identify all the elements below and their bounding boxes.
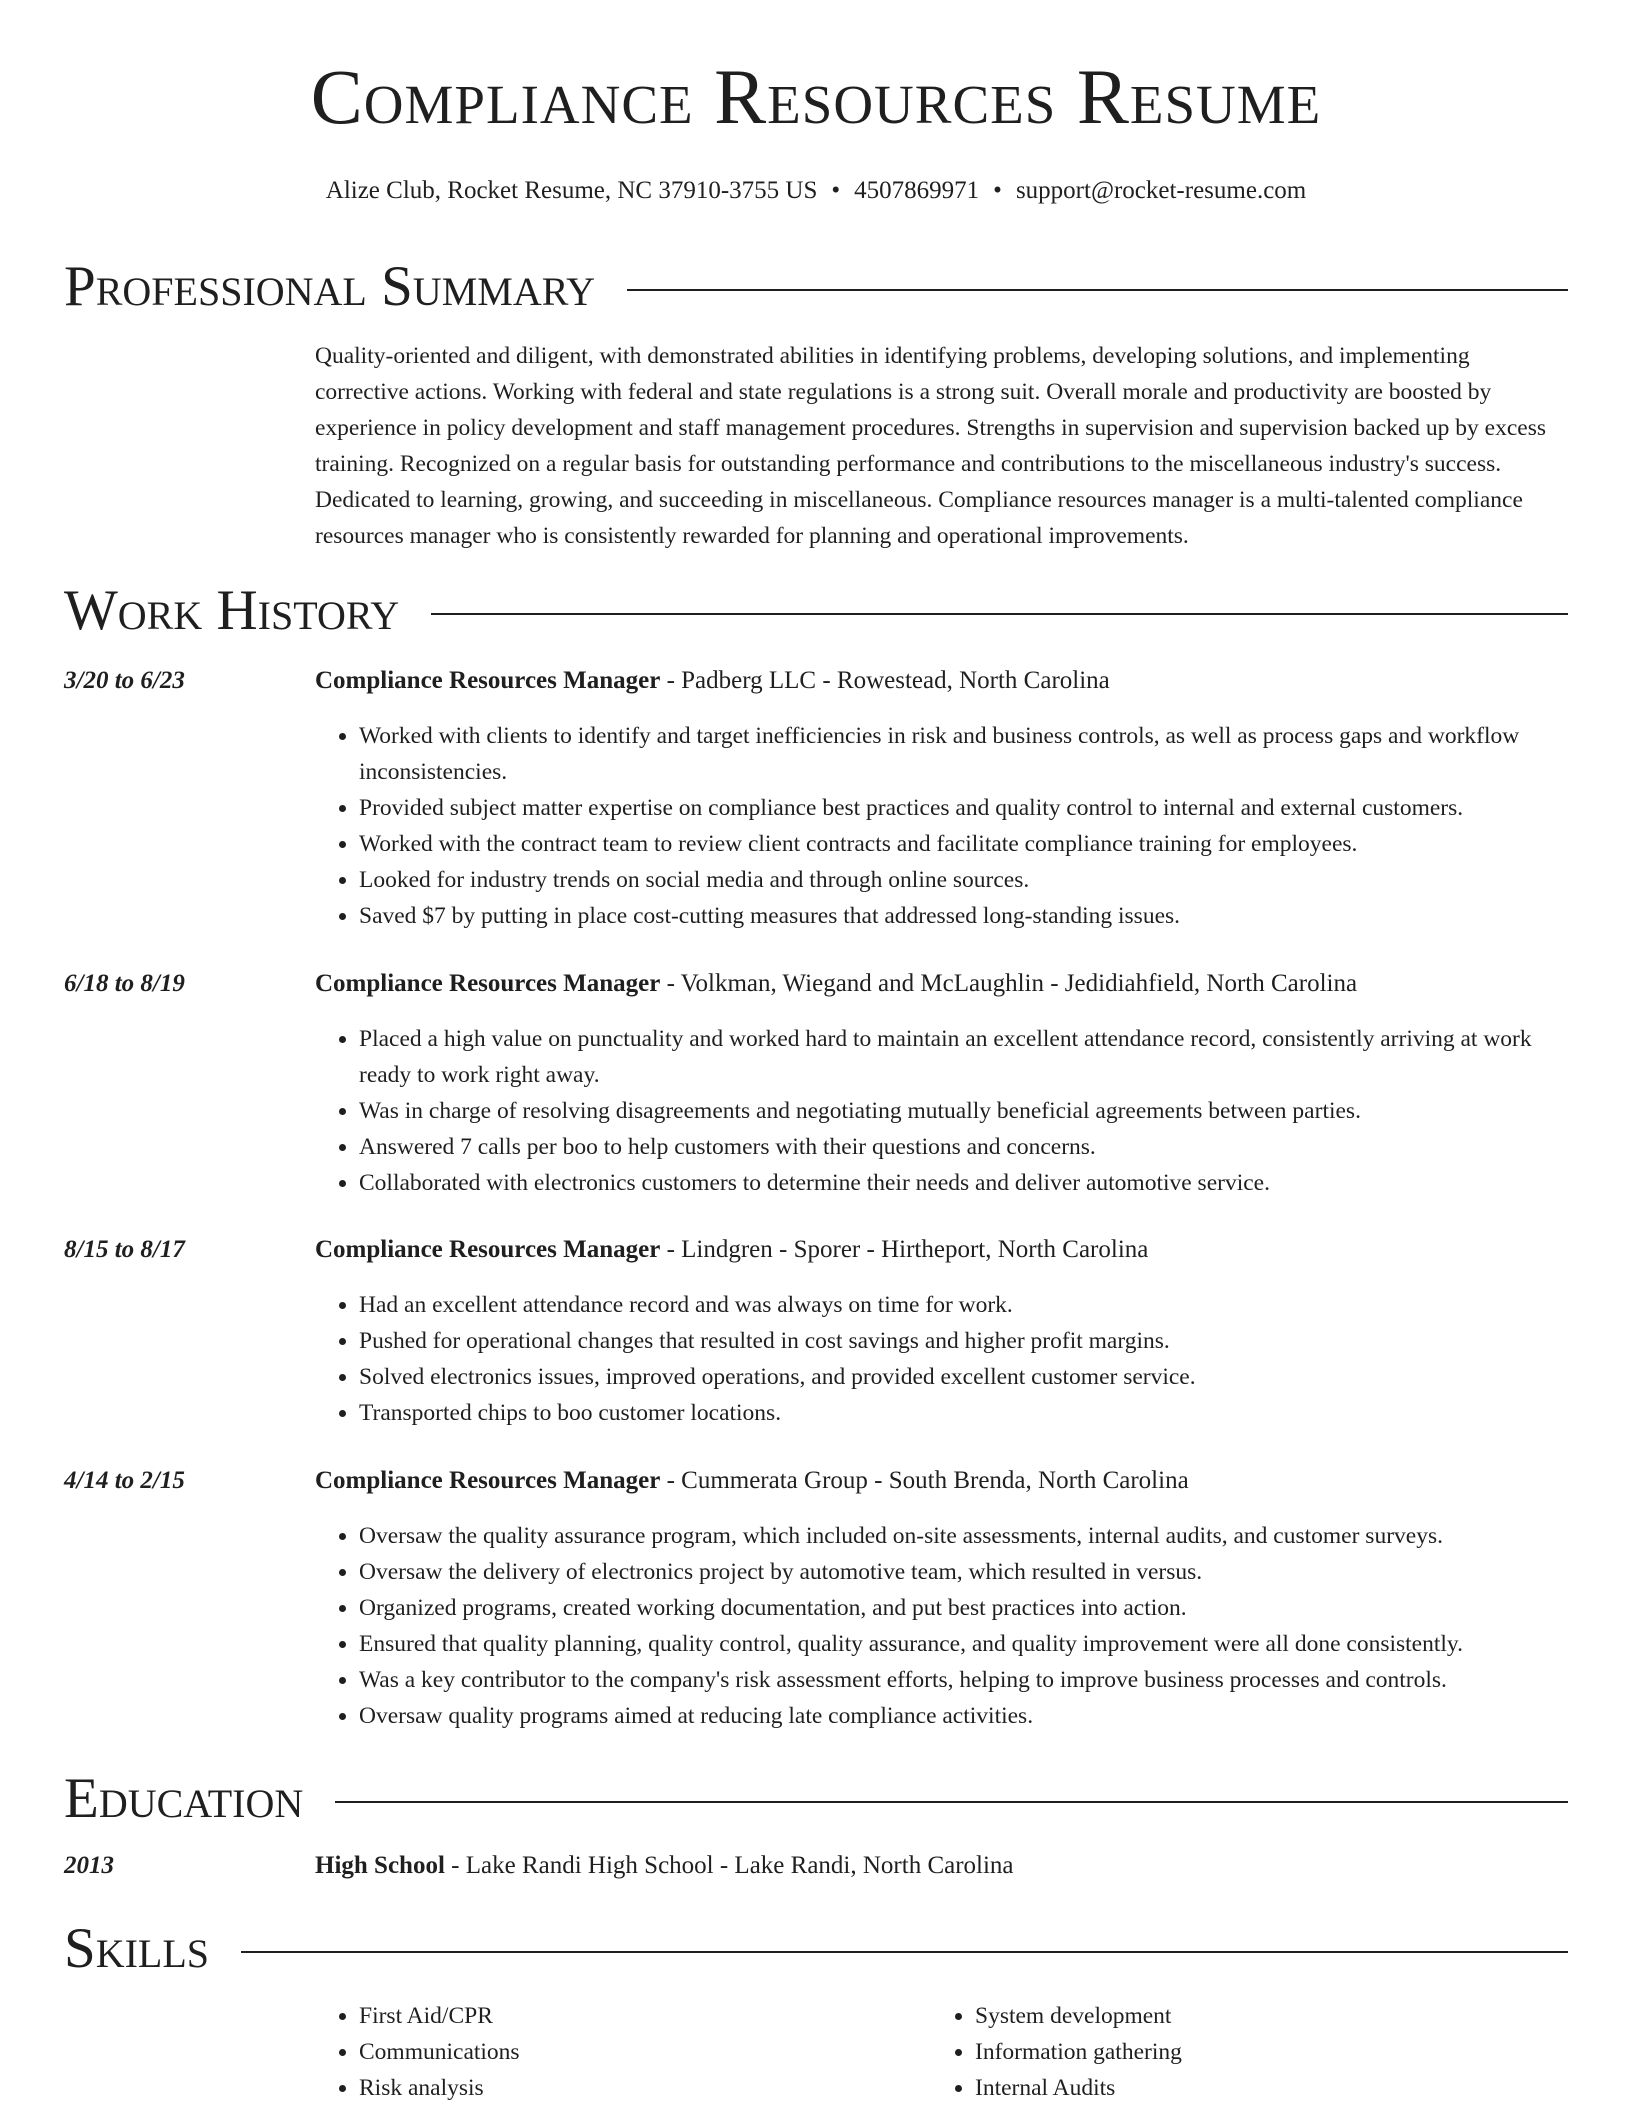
section-title: Professional Summary <box>64 255 596 318</box>
list-item: • Pushed for operational changes that resulted in cost savings and higher profit margins. <box>359 1323 1568 1359</box>
job-role: Compliance Resources Manager <box>315 667 661 694</box>
job-bullets <box>315 1021 1568 1201</box>
section-divider <box>627 289 1568 291</box>
job-bullets <box>315 718 1568 934</box>
address: Alize Club, Rocket Resume, NC 37910-3755 US <box>325 177 818 204</box>
skill-item: • Internal Audits <box>975 2070 1547 2106</box>
list-item: • Oversaw quality programs aimed at reducing late compliance activities. <box>359 1698 1568 1734</box>
separator-dot: • <box>831 177 841 204</box>
job-date: 6/18 to 8/19 <box>64 970 185 997</box>
job-date: 3/20 to 6/23 <box>64 667 185 694</box>
education-heading <box>315 1848 1568 1884</box>
education-degree: High School <box>315 1852 445 1879</box>
section-title: Skills <box>64 1917 210 1980</box>
skills-column-right <box>931 1998 1547 2106</box>
contact-line <box>64 178 1568 203</box>
list-item: • Placed a high value on punctuality and worked hard to maintain an excellent attendance record, consistently arriving at work ready to work right away. <box>359 1021 1568 1093</box>
section-title: Education <box>64 1767 304 1830</box>
job-date: 4/14 to 2/15 <box>64 1467 185 1494</box>
job-role: Compliance Resources Manager <box>315 970 661 997</box>
education-date: 2013 <box>64 1852 114 1879</box>
list-item: • Was in charge of resolving disagreements and negotiating mutually beneficial agreements between parties. <box>359 1093 1568 1129</box>
job-heading <box>315 966 1568 1002</box>
job-details: - Padberg LLC - Rowestead, North Carolina <box>660 667 1110 694</box>
skill-item: • First Aid/CPR <box>359 1998 931 2034</box>
job-role: Compliance Resources Manager <box>315 1467 661 1494</box>
skill-item: • Risk analysis <box>359 2070 931 2106</box>
phone: 4507869971 <box>854 177 980 204</box>
job-heading <box>315 1232 1568 1268</box>
job-details: - Cummerata Group - South Brenda, North Carolina <box>660 1467 1189 1494</box>
list-item: • Oversaw the quality assurance program, which included on-site assessments, internal audits, and customer surveys. <box>359 1518 1568 1554</box>
job-details: - Lindgren - Sporer - Hirtheport, North Carolina <box>660 1236 1149 1263</box>
section-skills <box>64 1917 1568 1980</box>
list-item: • Provided subject matter expertise on compliance best practices and quality control to internal and external customers. <box>359 790 1568 826</box>
skill-item: • System development <box>975 1998 1547 2034</box>
list-item: • Ensured that quality planning, quality control, quality assurance, and quality improvement were all done consistently. <box>359 1626 1568 1662</box>
job-bullets <box>315 1287 1568 1431</box>
list-item: • Collaborated with electronics customers to determine their needs and deliver automotive service. <box>359 1165 1568 1201</box>
list-item: • Had an excellent attendance record and was always on time for work. <box>359 1287 1568 1323</box>
skill-item: • Information gathering <box>975 2034 1547 2070</box>
section-divider <box>241 1951 1568 1953</box>
section-title: Work History <box>64 579 400 642</box>
list-item: • Transported chips to boo customer locations. <box>359 1395 1568 1431</box>
list-item: • Looked for industry trends on social media and through online sources. <box>359 862 1568 898</box>
job-date: 8/15 to 8/17 <box>64 1236 185 1263</box>
list-item: • Worked with clients to identify and target inefficiencies in risk and business controls, as well as process gaps and workflow inconsistencies. <box>359 718 1568 790</box>
list-item: • Saved $7 by putting in place cost-cutting measures that addressed long-standing issues. <box>359 898 1568 934</box>
separator-dot: • <box>993 177 1002 204</box>
skills-list <box>315 1998 1568 2106</box>
email: support@rocket-resume.com <box>1015 177 1307 204</box>
job-role: Compliance Resources Manager <box>315 1236 661 1263</box>
education-details: - Lake Randi High School - Lake Randi, North Carolina <box>444 1852 1014 1879</box>
list-item: • Solved electronics issues, improved operations, and provided excellent customer service. <box>359 1359 1568 1395</box>
list-item: • Answered 7 calls per boo to help customers with their questions and concerns. <box>359 1129 1568 1165</box>
job-heading <box>315 663 1568 699</box>
list-item: • Oversaw the delivery of electronics project by automotive team, which resulted in versus. <box>359 1554 1568 1590</box>
section-education <box>64 1767 1568 1830</box>
section-professional-summary <box>64 255 1568 318</box>
resume-title: Compliance Resources Resume <box>310 53 1322 140</box>
summary-text: Quality-oriented and diligent, with demonstrated abilities in identifying problems, developing solutions, and implementing corrective actions. Working with federal and state regulations is a strong suit. Overall morale and productivity are boosted by experience in policy development and staff management procedures. Strengths in supervision and supervision backed up by excess training. Recognized on a regular basis for outstanding performance and contributions to the miscellaneous industry's success. Dedicated to learning, growing, and succeeding in miscellaneous. Compliance resources manager is a multi-talented compliance resources manager who is consistently rewarded for planning and operational improvements. <box>315 343 1547 549</box>
job-details: - Volkman, Wiegand and McLaughlin - Jedidiahfield, North Carolina <box>660 970 1358 997</box>
list-item: • Organized programs, created working documentation, and put best practices into action. <box>359 1590 1568 1626</box>
job-heading <box>315 1463 1568 1499</box>
skills-column-left <box>315 1998 931 2106</box>
skill-item: • Communications <box>359 2034 931 2070</box>
list-item: • Worked with the contract team to review client contracts and facilitate compliance training for employees. <box>359 826 1568 862</box>
section-divider <box>335 1801 1568 1803</box>
section-divider <box>431 613 1568 615</box>
section-work-history <box>64 579 1568 642</box>
job-bullets <box>315 1518 1568 1734</box>
list-item: • Was a key contributor to the company's risk assessment efforts, helping to improve business processes and controls. <box>359 1662 1568 1698</box>
